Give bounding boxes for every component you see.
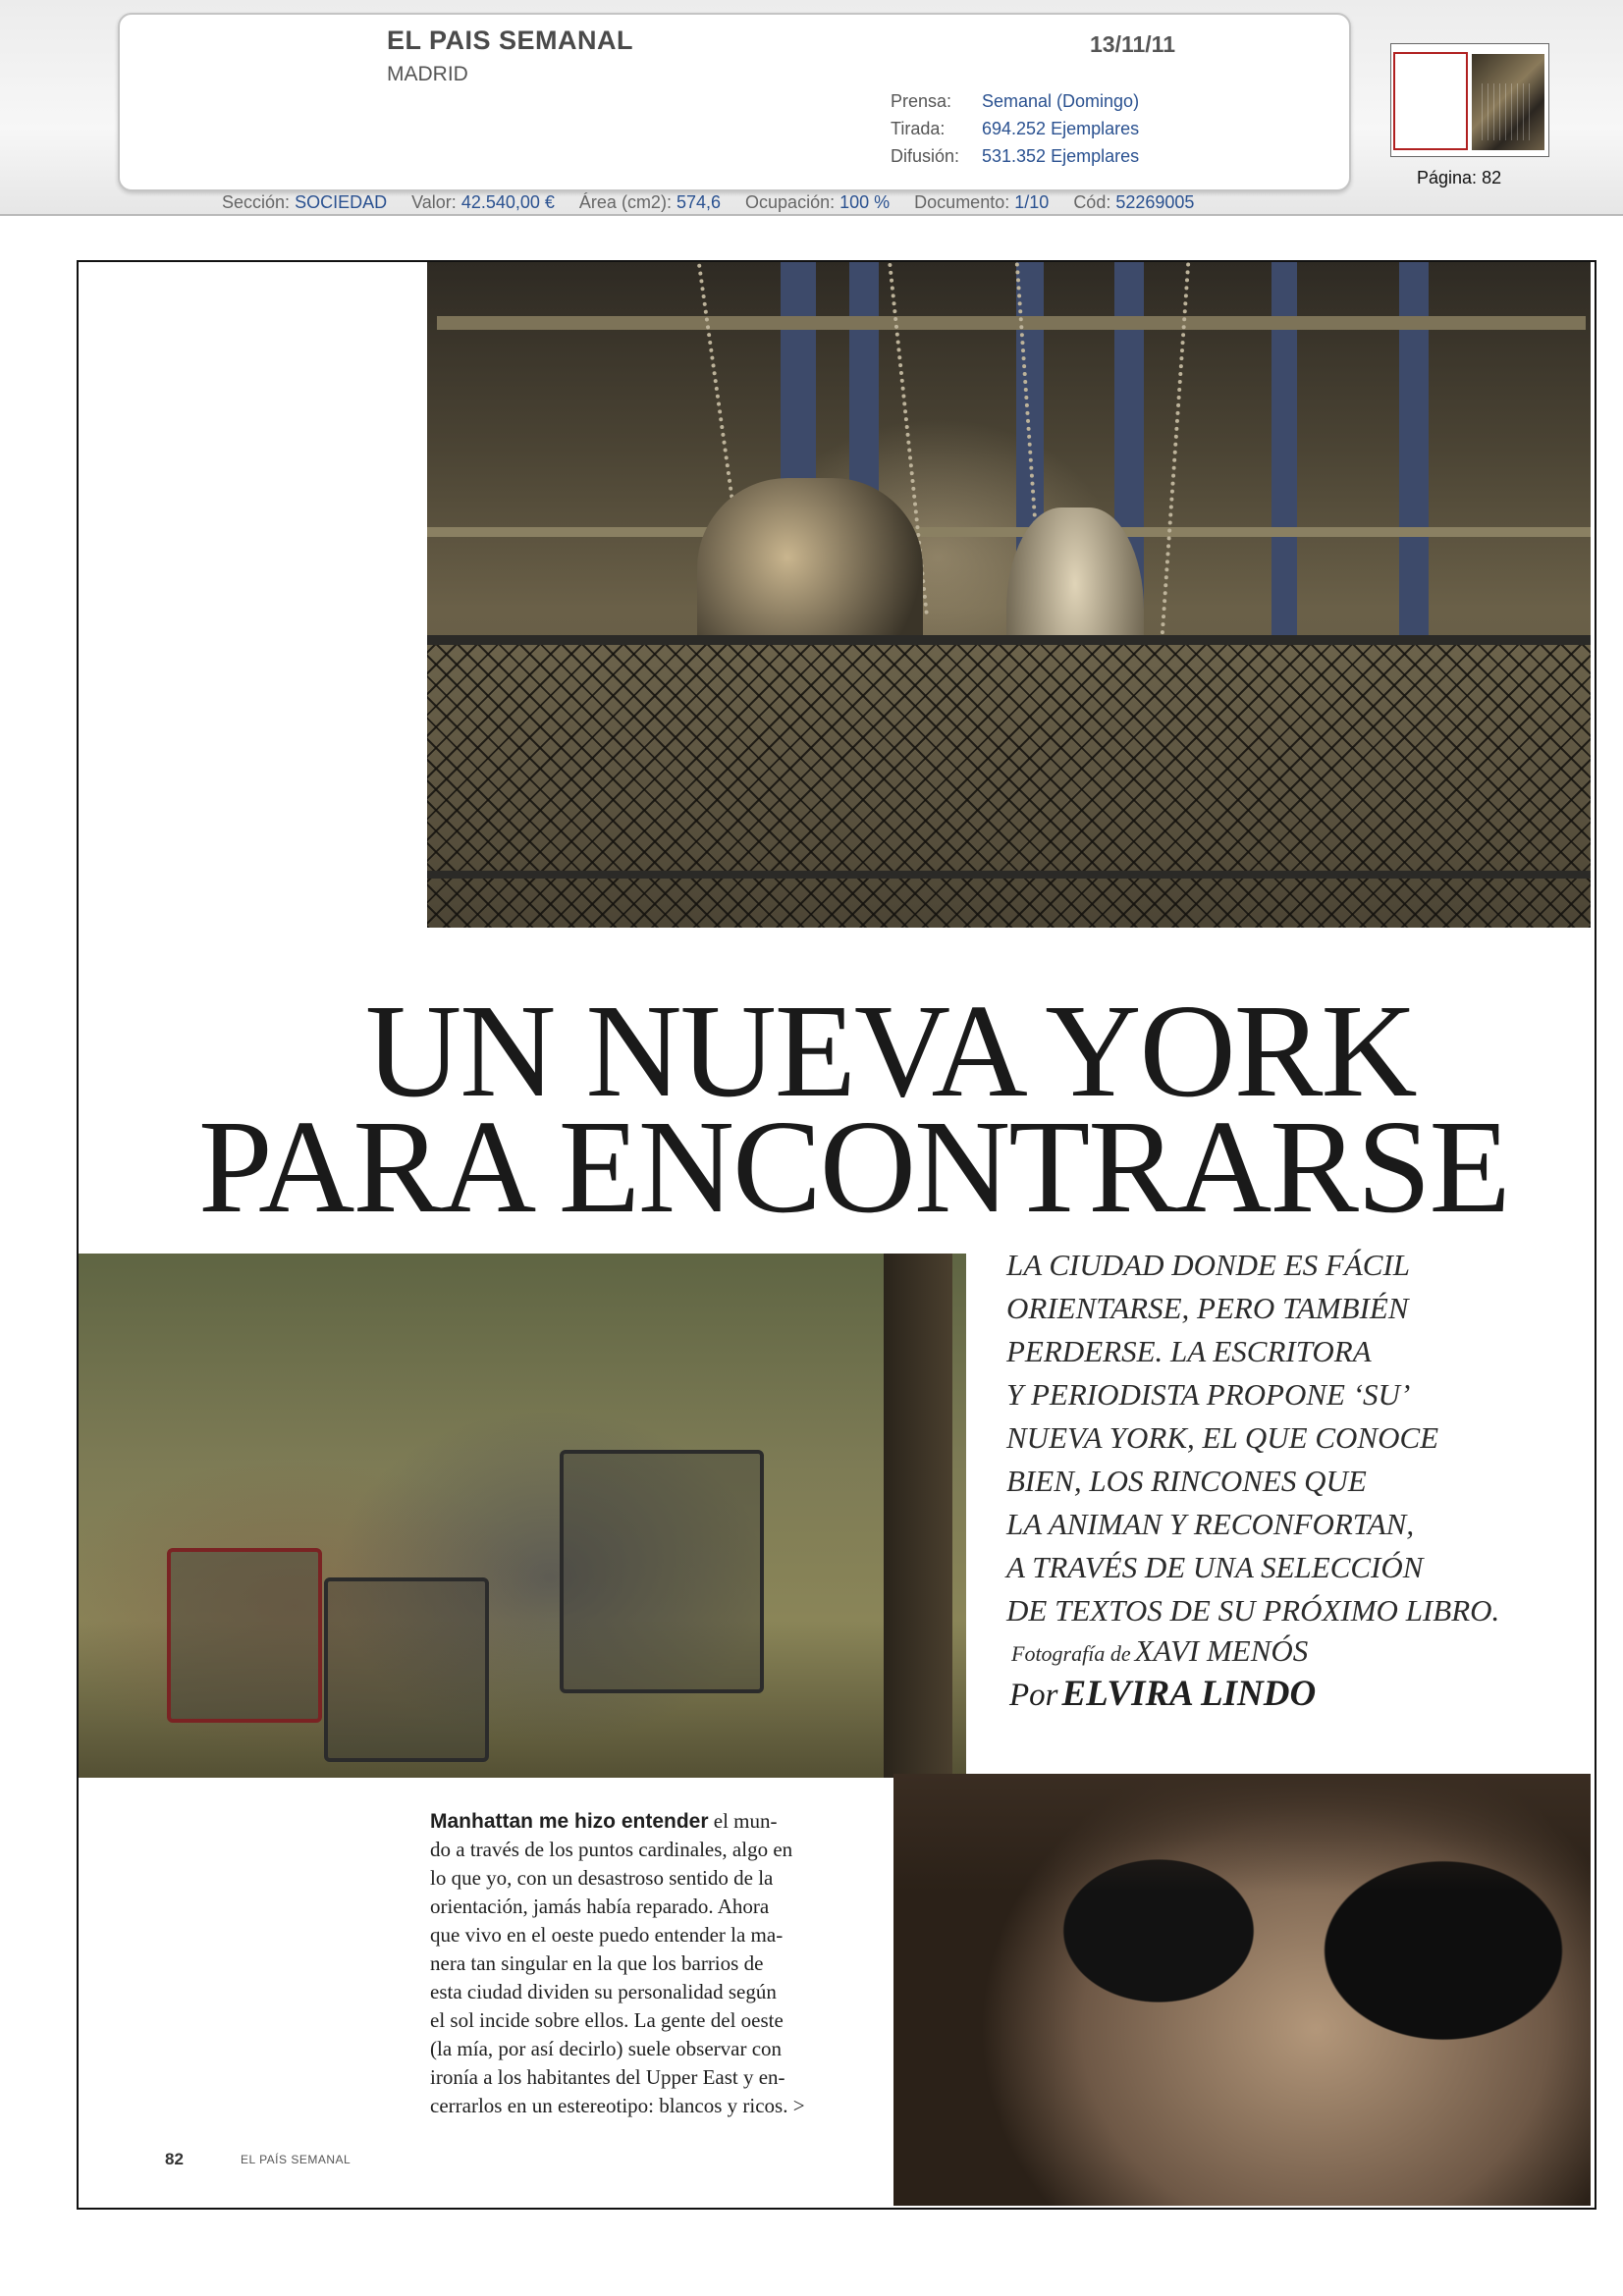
body-line: orientación, jamás había reparado. Ahora xyxy=(430,1895,770,1918)
playground-swing-photo xyxy=(427,262,1591,928)
stat-label-prensa: Prensa: xyxy=(891,91,952,111)
photo-credit-label: Fotografía de xyxy=(1011,1641,1131,1666)
meta-label-seccion: Sección: xyxy=(222,192,291,212)
meta-value-cod: 52269005 xyxy=(1115,192,1195,212)
body-line: nera tan singular en la que los barrios de xyxy=(430,1951,764,1975)
standfirst-line: PERDERSE. LA ESCRITORA xyxy=(1006,1334,1372,1368)
body-line: esta ciudad dividen su personalidad según xyxy=(430,1980,777,2003)
meta-value-area: 574,6 xyxy=(676,192,722,212)
meta-label-area: Área (cm2): xyxy=(578,192,672,212)
standfirst-line: LA CIUDAD DONDE ES FÁCIL xyxy=(1006,1248,1411,1282)
body-line-text: el mun- xyxy=(708,1809,778,1833)
standfirst-line: ORIENTARSE, PERO TAMBIÉN xyxy=(1006,1291,1409,1325)
standfirst-line: BIEN, LOS RINCONES QUE xyxy=(1006,1464,1367,1498)
clipping-meta-row xyxy=(222,192,1194,213)
meta-label-cod: Cód: xyxy=(1073,192,1111,212)
meta-value-valor: 42.540,00 € xyxy=(460,192,555,212)
meta-label-ocupacion: Ocupación: xyxy=(745,192,836,212)
page-thumbnail[interactable] xyxy=(1390,43,1549,157)
standfirst xyxy=(1006,1244,1556,1632)
article-body xyxy=(430,1807,862,2120)
folio-magazine-name: EL PAÍS SEMANAL xyxy=(241,2153,352,2166)
photo-credit xyxy=(1011,1633,1308,1669)
body-line xyxy=(430,1807,862,1836)
headline-line-1: UN NUEVA YORK xyxy=(365,978,1416,1125)
folio-number: 82 xyxy=(165,2150,184,2168)
stat-value-prensa: Semanal (Domingo) xyxy=(982,91,1140,111)
body-line: cerrarlos en un estereotipo: blancos y ricos. > xyxy=(430,2094,805,2117)
stat-value-difusion: 531.352 Ejemplares xyxy=(982,146,1140,166)
stat-label-difusion: Difusión: xyxy=(891,146,960,166)
standfirst-line: LA ANIMAN Y RECONFORTAN, xyxy=(1006,1507,1415,1541)
body-line: do a través de los puntos cardinales, algo en xyxy=(430,1838,793,1861)
body-line: el sol incide sobre ellos. La gente del oeste xyxy=(430,2008,784,2032)
meta-value-seccion: SOCIEDAD xyxy=(295,192,388,212)
meta-label-documento: Documento: xyxy=(914,192,1010,212)
thumbnail-left-page[interactable] xyxy=(1393,52,1468,150)
byline xyxy=(1009,1673,1316,1715)
publication-city: MADRID xyxy=(387,63,468,85)
park-picnic-photo xyxy=(79,1254,966,1778)
stat-label-tirada: Tirada: xyxy=(891,119,946,138)
publication-date: 13/11/11 xyxy=(1090,31,1175,57)
body-line: (la mía, por así decirlo) suele observar con xyxy=(430,2037,783,2060)
standfirst-line: NUEVA YORK, EL QUE CONOCE xyxy=(1006,1420,1439,1455)
byline-label: Por xyxy=(1009,1678,1058,1713)
headline xyxy=(198,978,1573,1241)
body-line: ironía a los habitantes del Upper East y en- xyxy=(430,2065,785,2089)
body-line: que vivo en el oeste puedo entender la ma- xyxy=(430,1923,784,1947)
magazine-page xyxy=(77,260,1596,2210)
body-lead: Manhattan me hizo entender xyxy=(430,1810,709,1833)
standfirst-line: A TRAVÉS DE UNA SELECCIÓN xyxy=(1006,1550,1424,1584)
thumbnail-right-page[interactable] xyxy=(1472,54,1544,150)
meta-value-documento: 1/10 xyxy=(1014,192,1050,212)
photo-credit-name: XAVI MENÓS xyxy=(1134,1633,1309,1668)
woman-sunglasses-photo xyxy=(893,1774,1591,2206)
meta-label-valor: Valor: xyxy=(411,192,457,212)
meta-value-ocupacion: 100 % xyxy=(839,192,891,212)
body-line: lo que yo, con un desastroso sentido de la xyxy=(430,1866,774,1890)
standfirst-line: Y PERIODISTA PROPONE ‘SU’ xyxy=(1006,1377,1411,1412)
clipping-header xyxy=(0,0,1623,216)
standfirst-line: DE TEXTOS DE SU PRÓXIMO LIBRO. xyxy=(1006,1593,1500,1628)
page-number: 82 xyxy=(1482,168,1502,187)
byline-name: ELVIRA LINDO xyxy=(1061,1674,1317,1714)
stat-value-tirada: 694.252 Ejemplares xyxy=(982,119,1140,138)
page-label: Página: xyxy=(1417,168,1478,187)
headline-line-2: PARA ENCONTRARSE xyxy=(198,1094,1509,1241)
publication-name: EL PAIS SEMANAL xyxy=(387,26,634,55)
page-indicator xyxy=(1417,168,1501,188)
